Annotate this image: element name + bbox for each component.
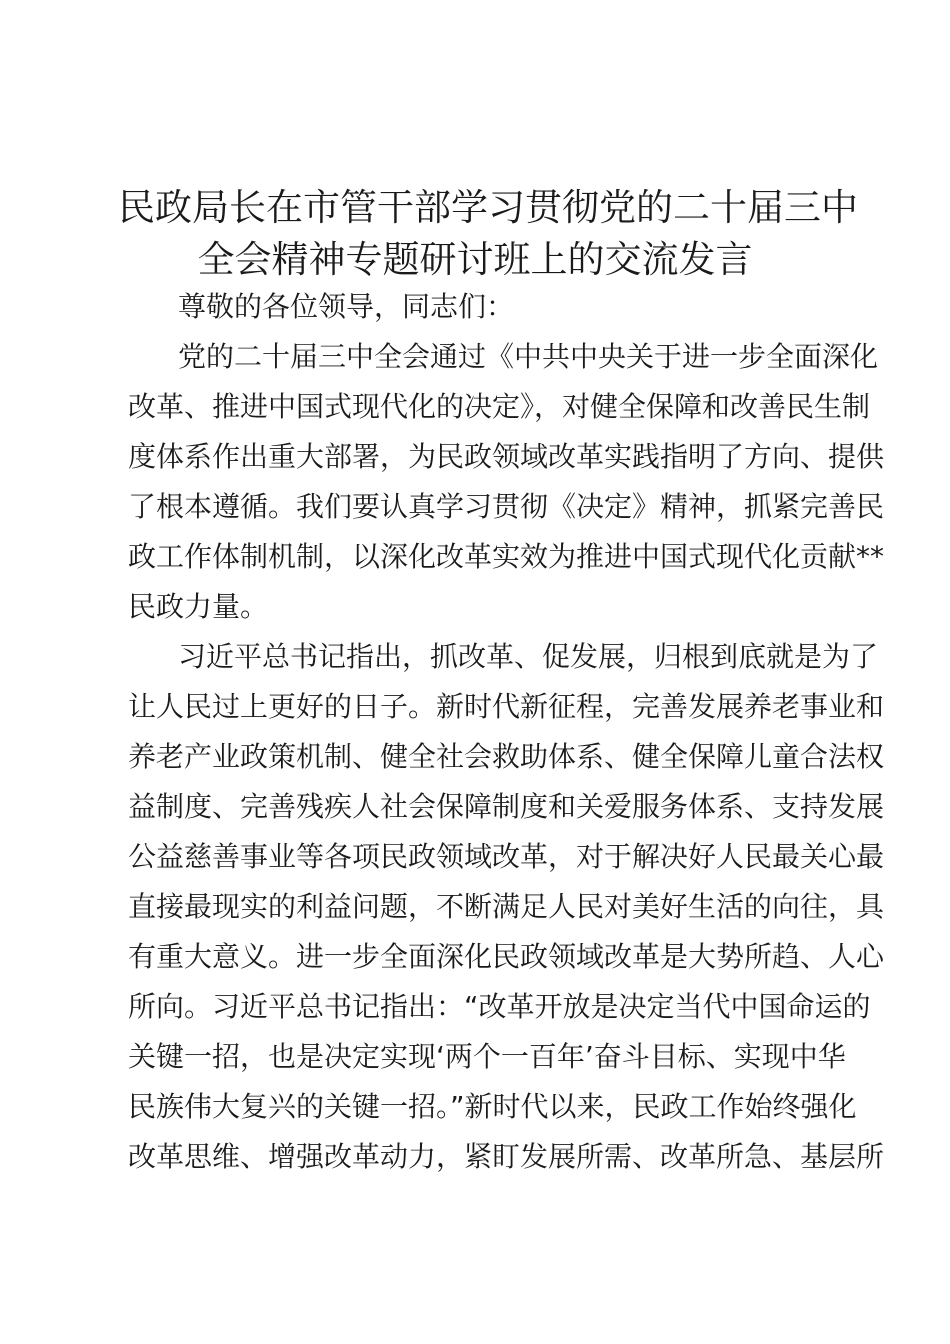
title-line: 民政局长在市管干部学习贯彻党的二十届三中 — [118, 186, 858, 229]
paragraph-line: 有重大意义。进一步全面深化民政领域改革是大势所趋、人心 — [128, 940, 885, 973]
paragraph-line: 养老产业政策机制、健全社会救助体系、健全保障儿童合法权 — [128, 740, 885, 773]
paragraph-line: 党的二十届三中全会通过《中共中央关于进一步全面深化 — [178, 340, 879, 373]
paragraph-line: 益制度、完善残疾人社会保障制度和关爱服务体系、支持发展 — [128, 790, 885, 823]
paragraph-line: 让人民过上更好的日子。新时代新征程，完善发展养老事业和 — [128, 690, 885, 723]
paragraph-line: 关键一招，也是决定实现‘两个一百年’奋斗目标、实现中华 — [128, 1040, 846, 1073]
paragraph-line: 改革思维、增强改革动力，紧盯发展所需、改革所急、基层所 — [128, 1140, 885, 1173]
document-body — [128, 282, 885, 1182]
paragraph-line: 习近平总书记指出，抓改革、促发展，归根到底就是为了 — [178, 640, 879, 673]
paragraph-line: 直接最现实的利益问题，不断满足人民对美好生活的向往，具 — [128, 890, 885, 923]
paragraph-line: 度体系作出重大部署，为民政领域改革实践指明了方向、提供 — [128, 440, 885, 473]
paragraph-line: 了根本遵循。我们要认真学习贯彻《决定》精神，抓紧完善民 — [128, 490, 885, 523]
paragraph-line: 改革、推进中国式现代化的决定》，对健全保障和改善民生制 — [128, 390, 871, 423]
paragraph-line: 民政力量。 — [128, 590, 269, 623]
document-title — [118, 182, 858, 286]
paragraph-line: 民族伟大复兴的关键一招。”新时代以来，民政工作始终强化 — [128, 1090, 857, 1123]
paragraph-line: 所向。习近平总书记指出：“改革开放是决定当代中国命运的 — [128, 990, 871, 1023]
paragraph-line: 公益慈善事业等各项民政领域改革，对于解决好人民最关心最 — [128, 840, 885, 873]
paragraph-line: 政工作体制机制，以深化改革实效为推进中国式现代化贡献** — [128, 540, 885, 573]
salutation: 尊敬的各位领导，同志们： — [178, 290, 515, 323]
title-line: 全会精神专题研讨班上的交流发言 — [197, 238, 753, 281]
